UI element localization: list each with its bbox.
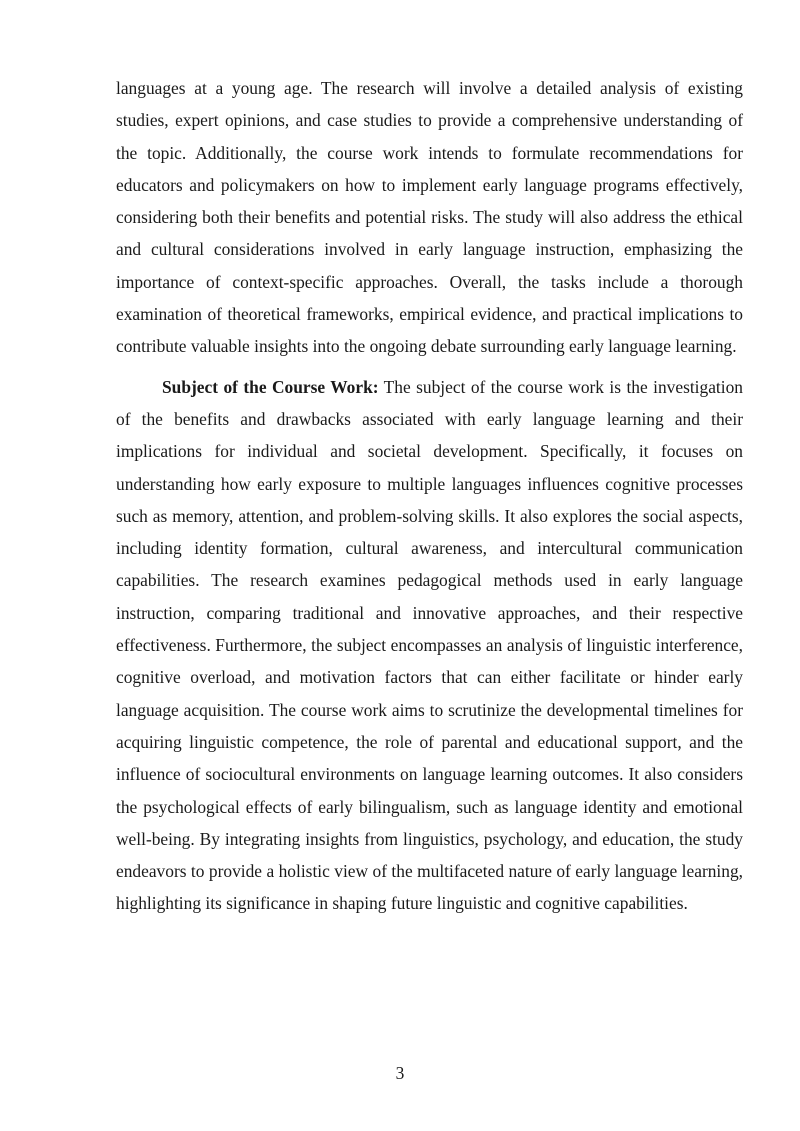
paragraph-subject: [116, 371, 743, 920]
document-page: [116, 72, 743, 920]
subject-body: The subject of the course work is the investigation of the benefits and drawbacks associated with early language learning and their implications for individual and societal development. Specifically, it focuses on understanding how early exposure to multiple languages influences cognitive processes such as memory, attention, and problem-solving skills. It also explores the social aspects, including identity formation, cultural awareness, and intercultural communication capabilities. The research examines pedagogical methods used in early language instruction, comparing traditional and innovative approaches, and their respective effectiveness. Furthermore, the subject encompasses an analysis of linguistic interference, cognitive overload, and motivation factors that can either facilitate or hinder early language acquisition. The course work aims to scrutinize the developmental timelines for acquiring linguistic competence, the role of parental and educational support, and the influence of sociocultural environments on language learning outcomes. It also considers the psychological effects of early bilingualism, such as language identity and emotional well-being. By integrating insights from linguistics, psychology, and education, the study endeavors to provide a holistic view of the multifaceted nature of early language learning, highlighting its significance in shaping future linguistic and cognitive capabilities.: [116, 376, 743, 914]
page-number: 3: [395, 1063, 405, 1083]
paragraph-tasks-continued: languages at a young age. The research will involve a detailed analysis of existing studies, expert opinions, and case studies to provide a comprehensive understanding of the topic. Additionally, the course work intends to formulate recommendations for educators and policymakers on how to implement early language programs effectively, considering both their benefits and potential risks. The study will also address the ethical and cultural considerations involved in early language instruction, emphasizing the importance of context-specific approaches. Overall, the tasks include a thorough examination of theoretical frameworks, empirical evidence, and practical implications to contribute valuable insights into the ongoing debate surrounding early language learning.: [116, 78, 743, 357]
subject-heading: Subject of the Course Work:: [162, 376, 379, 397]
